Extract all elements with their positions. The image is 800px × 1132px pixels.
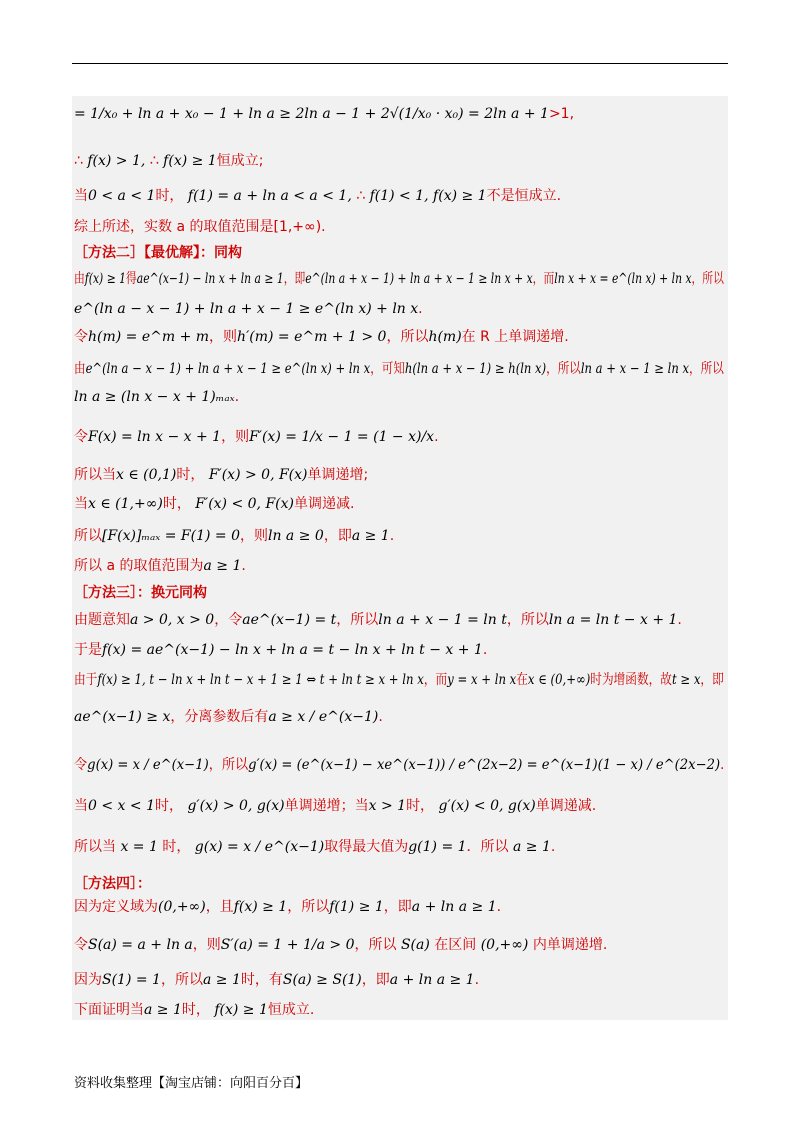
math-expression: a ≥ 1 (513, 839, 551, 855)
solution-text: 当 (74, 496, 88, 512)
solution-text: ，所以 (354, 937, 401, 953)
solution-text: 于是 (74, 642, 102, 658)
math-expression: f(1) < 1, f(x) ≥ 1 (369, 188, 487, 204)
solution-text: 由于 (74, 672, 98, 688)
solution-line (74, 218, 326, 236)
math-expression: e^(ln a − x − 1) + ln a + x − 1 ≥ e^(ln x) + ln x (74, 301, 419, 317)
solution-text: ，即 (283, 271, 306, 287)
solution-text: . (418, 301, 423, 317)
math-expression: h(m) (428, 329, 462, 345)
solution-text: 由题意知 (74, 612, 130, 628)
solution-text: 时为增函数，故 (590, 672, 672, 688)
solution-text: ，则 (192, 937, 221, 953)
solution-text: . (234, 389, 240, 405)
solution-text: ，则 (221, 429, 250, 445)
solution-text: 所以 (74, 528, 102, 544)
solution-text: . (474, 972, 480, 988)
solution-text: ，所以 (160, 972, 203, 988)
math-expression: e^(ln a + x − 1) + ln a + x − 1 ≥ ln x + x (305, 271, 533, 287)
solution-text: . (550, 839, 556, 855)
header-rule (72, 63, 728, 64)
solution-text: ，即 (700, 672, 724, 688)
math-expression: ln a ≥ 0 (267, 528, 324, 544)
math-expression: x ∈ (1,+∞) (88, 496, 163, 512)
math-expression: x ∈ (0,+∞) (527, 672, 591, 688)
math-expression: f(1) = a + ln a < a < 1, (187, 188, 352, 204)
solution-line (74, 641, 487, 659)
solution-text: 令 (74, 937, 88, 953)
math-expression: S(a) = a + ln a (88, 937, 193, 953)
solution-text: ［方法三］：换元同构 (74, 585, 207, 601)
solution-line (74, 360, 724, 378)
solution-line (74, 466, 368, 484)
solution-text: ，即 (323, 528, 352, 544)
solution-text: ［方法四］： (74, 876, 151, 892)
solution-text: 时， (154, 798, 188, 814)
math-expression: F(x) = ln x − x + 1 (88, 429, 222, 445)
math-expression: ae^(x−1) = t (242, 612, 337, 628)
math-expression: f(x) ≥ 1 (163, 153, 217, 169)
math-expression: g(x) = x / e^(x−1) (194, 839, 325, 855)
solution-text: 得 (126, 271, 137, 287)
math-expression: ln a ≥ (ln x − x + 1)ₘₐₓ (74, 389, 235, 405)
solution-text: ，而 (532, 271, 555, 287)
solution-text: 时， (162, 496, 196, 512)
solution-line (74, 527, 394, 545)
solution-text: 恒成立; (216, 153, 264, 169)
solution-line (74, 428, 439, 446)
math-expression: F′(x) = 1/x − 1 = (1 − x)/x (249, 429, 435, 445)
solution-text: 当 (74, 188, 88, 204)
math-expression: h′(m) = e^m + 1 > 0 (237, 329, 387, 345)
solution-text: . (677, 612, 682, 628)
math-expression: f(x) ≥ 1 (84, 271, 127, 287)
math-expression: ln a + x − 1 = ln t (378, 612, 507, 628)
solution-line (74, 797, 596, 815)
math-expression: ae^(x−1) ≥ x (74, 709, 171, 725)
math-expression: f(x) ≥ 1, t − ln x + ln t − x + 1 ≥ 1 ⇔ t + ln t ≥ x + ln x (97, 672, 424, 688)
math-expression: 0 < a < 1 (88, 188, 156, 204)
math-expression: [F(x)]ₘₐₓ = F(1) = 0 (102, 528, 240, 544)
solution-line (74, 898, 501, 916)
math-expression: g′(x) = (e^(x−1) − xe^(x−1)) / e^(2x−2) = e^(x−1)(1 − x) / e^(2x−2) (248, 757, 721, 773)
solution-line (74, 244, 242, 262)
solution-text: 时， (155, 188, 188, 204)
math-expression: S′(a) = 1 + 1/a > 0 (220, 937, 355, 953)
math-expression: S(a) (400, 937, 430, 953)
solution-text: 单调递减. (293, 496, 355, 512)
solution-line (74, 152, 263, 170)
solution-text: 由 (74, 361, 86, 377)
solution-line (74, 105, 574, 123)
solution-line (74, 270, 724, 288)
math-expression: a + ln a ≥ 1 (389, 972, 475, 988)
math-expression: g′(x) < 0, g(x) (438, 798, 536, 814)
solution-text: 所以当 (74, 839, 121, 855)
solution-line (74, 756, 724, 774)
solution-text: ，所以 (386, 329, 429, 345)
math-expression: ln x + x = e^(ln x) + ln x (554, 271, 692, 287)
solution-line (74, 936, 607, 954)
solution-line (74, 328, 569, 346)
solution-text: 当 (74, 798, 88, 814)
math-expression: g(1) = 1 (408, 839, 467, 855)
solution-text: 因为定义域为 (74, 899, 158, 915)
solution-text: ，分离参数后有 (170, 709, 269, 725)
solution-text: 内单调递增. (528, 937, 608, 953)
solution-text: 令 (74, 329, 88, 345)
footer-note: 资料收集整理【淘宝店铺：向阳百分百】 (74, 1076, 309, 1091)
math-expression: y = x + ln x (447, 672, 517, 688)
math-expression: x ∈ (0,1) (116, 467, 177, 483)
math-expression: S(a) ≥ S(1) (282, 972, 362, 988)
solution-text: . (720, 757, 725, 773)
solution-text: ，令 (214, 612, 243, 628)
solution-text: 不是恒成立. (486, 188, 562, 204)
math-expression: = 1/x₀ + ln a + x₀ − 1 + ln a ≥ 2ln a − 1 + 2√(1/x₀ · x₀) = 2ln a + 1 (74, 106, 549, 122)
solution-text: 令 (74, 429, 88, 445)
solution-line (74, 557, 246, 575)
solution-text: . (496, 899, 502, 915)
solution-text: ，即 (383, 899, 412, 915)
solution-text: 所以当 (74, 467, 116, 483)
solution-text: ．所以 (466, 839, 513, 855)
math-expression: a ≥ 1 (203, 558, 242, 574)
math-expression: ln a = ln t − x + 1 (548, 612, 678, 628)
solution-text: 在 R 上单调递增. (461, 329, 569, 345)
math-expression: t ≥ x (671, 672, 701, 688)
solution-text: ∴ (74, 153, 88, 169)
math-expression: h(m) = e^m + m (88, 329, 210, 345)
math-expression: f(1) ≥ 1 (329, 899, 384, 915)
solution-text: ，所以 (208, 757, 249, 773)
solution-text: 单调递增；当 (284, 798, 369, 814)
math-expression: h(ln a + x − 1) ≥ h(ln x) (404, 361, 547, 377)
solution-text: ，所以 (506, 612, 549, 628)
solution-text: ，所以 (691, 271, 724, 287)
solution-text: 取得最大值为 (324, 839, 409, 855)
solution-text: ∴ (145, 153, 164, 169)
math-expression: a ≥ 1 (351, 528, 390, 544)
math-expression: 0 < x < 1 (88, 798, 155, 814)
math-expression: a > 0, x > 0 (130, 612, 215, 628)
solution-text: 下面证明当 (74, 1002, 144, 1018)
solution-line (74, 584, 207, 602)
math-expression: g′(x) > 0, g(x) (187, 798, 285, 814)
math-expression: f(x) ≥ 1 (214, 1002, 268, 1018)
solution-line (74, 1001, 314, 1019)
solution-text: ［方法二］【最优解】：同构 (74, 245, 242, 261)
math-expression: (0,+∞) (158, 899, 206, 915)
math-expression: f(x) = ae^(x−1) − ln x + ln a = t − ln x + ln t − x + 1 (102, 642, 483, 658)
solution-text: ，则 (239, 528, 268, 544)
solution-text: ，而 (423, 672, 448, 688)
solution-text: 令 (74, 757, 88, 773)
solution-line (74, 671, 724, 689)
math-expression: f(x) > 1, (87, 153, 146, 169)
solution-text: . (482, 642, 488, 658)
math-expression: e^(ln a − x − 1) + ln a + x − 1 ≥ e^(ln x) + ln x (85, 361, 371, 377)
solution-text: 所以 a 的取值范围为 (74, 558, 204, 574)
solution-text: ，可知 (370, 361, 405, 377)
solution-line (74, 838, 555, 856)
solution-text: 因为 (74, 972, 102, 988)
solution-text: 恒成立. (267, 1002, 315, 1018)
solution-text: ∴ (351, 188, 370, 204)
math-expression: f(x) ≥ 1 (233, 899, 288, 915)
solution-text: ，所以 (546, 361, 581, 377)
solution-text: . (378, 709, 383, 725)
solution-text: ，则 (209, 329, 238, 345)
math-expression: (0,+∞) (480, 937, 529, 953)
solution-line (74, 611, 682, 629)
solution-text: ，即 (361, 972, 390, 988)
solution-text: 单调递减. (535, 798, 597, 814)
solution-text: 时， (176, 467, 209, 483)
solution-line (74, 971, 479, 989)
solution-text: . (389, 528, 395, 544)
solution-text: . (241, 558, 246, 574)
math-expression: a + ln a ≥ 1 (411, 899, 497, 915)
solution-line (74, 875, 151, 893)
math-expression: ln a + x − 1 ≥ ln x (580, 361, 690, 377)
solution-text: 时， (181, 1002, 215, 1018)
math-expression: x > 1 (368, 798, 407, 814)
solution-text: >1, (548, 106, 575, 122)
solution-line (74, 708, 383, 726)
math-expression: g(x) = x / e^(x−1) (87, 757, 209, 773)
solution-line (74, 187, 561, 205)
solution-text: ，所以 (336, 612, 379, 628)
solution-text: 时，有 (240, 972, 283, 988)
solution-line (74, 495, 354, 513)
solution-text: 时， (157, 839, 195, 855)
solution-line (74, 300, 423, 318)
math-expression: a ≥ 1 (144, 1002, 182, 1018)
solution-text: ，所以 (287, 899, 330, 915)
solution-text: 时， (406, 798, 439, 814)
solution-line (74, 388, 239, 406)
math-expression: x = 1 (120, 839, 158, 855)
solution-text: 在 (516, 672, 528, 688)
math-expression: F′(x) < 0, F(x) (195, 496, 294, 512)
solution-text: ，所以 (689, 361, 724, 377)
solution-text: 由 (74, 271, 85, 287)
math-expression: S(1) = 1 (102, 972, 161, 988)
solution-text: ，且 (205, 899, 234, 915)
math-expression: a ≥ x / e^(x−1) (268, 709, 379, 725)
math-expression: a ≥ 1 (202, 972, 241, 988)
solution-text: 综上所述，实数 a 的取值范围是[1,+∞). (74, 219, 326, 235)
math-expression: F′(x) > 0, F(x) (208, 467, 308, 483)
math-expression: ae^(x−1) − ln x + ln a ≥ 1 (136, 271, 284, 287)
solution-text: 在区间 (429, 937, 481, 953)
solution-text: 单调递增; (307, 467, 369, 483)
solution-text: . (434, 429, 439, 445)
